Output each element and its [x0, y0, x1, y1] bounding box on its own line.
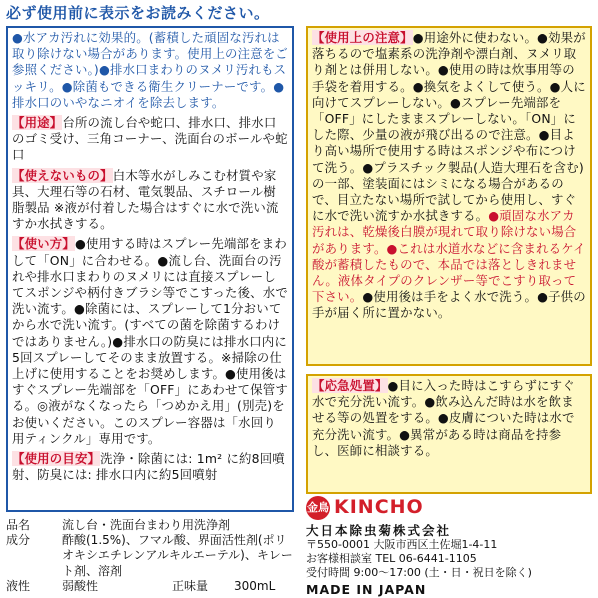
product-name-label: 品名	[6, 518, 31, 532]
unusable-text: 白木等水がしみこむ材質や家具、大理石等の石材、電気製品、スチロール樹脂製品 ※液が付着した場合はすぐに水で洗い流すか水拭きする。	[12, 167, 279, 232]
caution-text: ●用途外に使わない。●効果が落ちるので塩素系の洗浄剤や漂白剤、ヌメリ取り剤とは併用しない。●使用の時は炊事用等の手袋を着用する。●換気をよくして使う。●人に向けてスプレーしない。●スプレー先端部を「OFF」にしたままスプレーしない。「ON」にした際、少量の液が飛び出るので注意。●目より高い場所で使用する時はスポンジや布につけて洗う。●プラスチック製品(人造大理石を含む)の一部、塗装面にはシミになる場合があるので、目立たない場所で試してから使用し、すぐに水で洗い流すか水拭きする。	[312, 30, 586, 224]
company-hours: 受付時間 9:00〜17:00 (土・日・祝日を除く)	[306, 566, 532, 579]
usage-section	[8, 113, 292, 166]
unusable-section	[8, 166, 292, 235]
ph-value: 弱酸性	[62, 578, 99, 593]
ingredients-label: 成分	[6, 533, 31, 548]
caution-tail: ●使用後は手をよく水で洗う。●子供の手が届く所に置かない。	[312, 289, 586, 321]
usage-text: 台所の流し台や蛇口、排水口、排水口のゴミ受け、三角コーナー、洗面台のボールや蛇口	[12, 115, 288, 163]
product-name-row	[6, 518, 298, 533]
made-in-label: MADE IN JAPAN	[306, 582, 427, 597]
ph-label: 液性	[6, 578, 31, 593]
first-aid-section	[308, 376, 590, 461]
usage-notice: 必ず使用前に表示をお読みください。	[6, 4, 270, 22]
kincho-logo	[306, 496, 592, 520]
kincho-logo-mark: 金鳥	[306, 496, 330, 520]
amount-label: 【使用の目安】	[12, 451, 101, 467]
usage-label: 【用途】	[12, 115, 63, 131]
ingredients: 酢酸(1.5%)、フマル酸、界面活性剤(ポリオキシエチレンアルキルエーテル)、キレート剤、溶剤	[62, 533, 293, 578]
caution-section	[308, 28, 590, 324]
first-aid-panel	[306, 374, 592, 494]
how-to-section	[8, 234, 292, 449]
how-to-text: ●使用する時はスプレー先端部をまわして「ON」に合わせる。●流し台、洗面台の汚れや排水口まわりのヌメリには直接スプレーしてスポンジや柄付きブラシ等でこすった後、水で洗い流す。●除菌には、スプレーして1分おいてから水で洗い流す。(すべての菌を除菌するわけではありません。)●排水口の防臭には排水口内に5回スプレーしてそのまま放置する。※掃除の仕上げに使用することをお奨めします。●使用後はすぐスプレー先端部を「OFF」にあわせて保管する。◎液がなくなったら「つめかえ用」(別売)をお使いください。このスプレー容器は「水回り用ティンクル」専用です。	[12, 236, 288, 446]
company-name: 大日本除虫菊株式会社	[306, 523, 452, 538]
unusable-label: 【使えないもの】	[12, 167, 113, 183]
ingredients-row	[6, 533, 298, 579]
product-info	[6, 518, 298, 594]
caution-panel	[306, 26, 592, 366]
ph-row	[6, 579, 298, 594]
product-name: 流し台・洗面台まわり用洗浄剤	[62, 518, 231, 532]
company-info	[306, 524, 592, 580]
product-intro: ●水アカ汚れに効果的。(蓄積した頑固な汚れは取り除けない場合があります。使用上の注意をご参照ください。)●排水口まわりのヌメリ汚れもスッキリ。●除菌もできる衛生クリーナーです。●排水口のいやなニオイを除去します。	[12, 30, 289, 110]
caution-label: 【使用上の注意】	[312, 30, 413, 45]
how-to-label: 【使い方】	[12, 236, 75, 252]
kincho-logo-text: KINCHO	[334, 496, 424, 518]
first-aid-text: ●目に入った時はこすらずにすぐ水で充分洗い流す。●飲み込んだ時は水を飲ませる等の処置をする。●皮膚についた時は水で充分洗い流す。●異常がある時は商品を持参し、医師に相談する。	[312, 378, 575, 458]
amount-section	[8, 449, 292, 485]
first-aid-label: 【応急処置】	[312, 378, 388, 393]
volume-label: 正味量	[172, 578, 209, 593]
company-phone: お客様相談室 TEL 06-6441-1105	[306, 552, 477, 565]
volume-value: 300mL	[234, 578, 276, 593]
caution-warning: ●頑固な水アカ汚れは、乾燥後白膜が現れて取り除けない場合があります。●これは水道水などに含まれるケイ酸が蓄積したもので、本品では落としきれません。液体タイプのクレンザー等でこすり取って下さい。	[312, 208, 586, 305]
left-panel	[6, 26, 294, 512]
amount-text: 洗浄・除菌には: 1m² に約8回噴射、防臭には: 排水口内に約5回噴射	[12, 451, 285, 483]
company-address: 〒550-0001 大阪市西区土佐堀1-4-11	[306, 538, 498, 551]
